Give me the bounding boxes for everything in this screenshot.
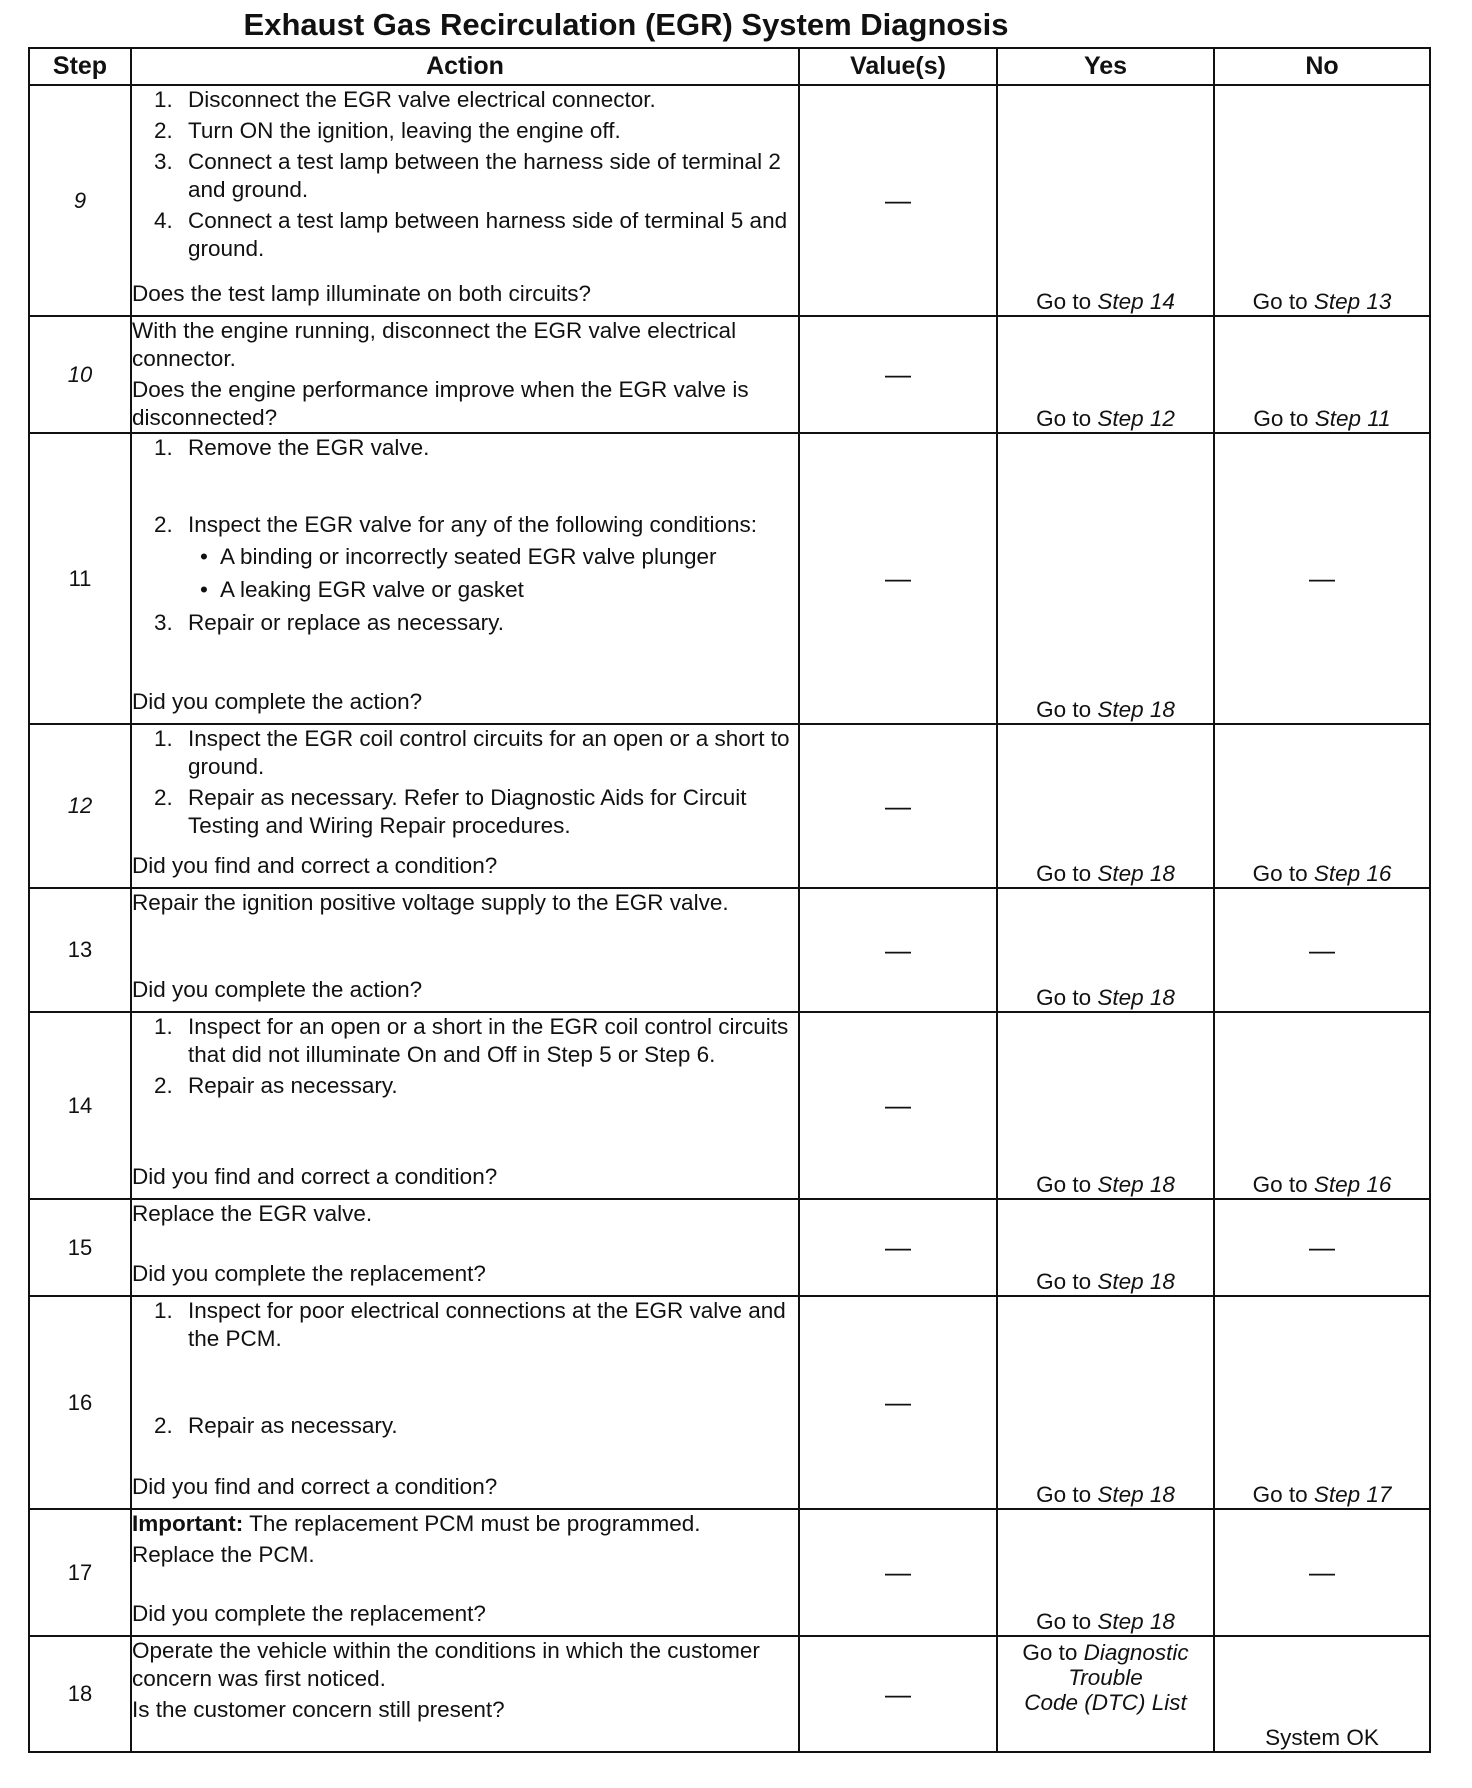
yes-cell: Go to Step 14 bbox=[997, 85, 1214, 316]
no-cell: Go to Step 11 bbox=[1214, 316, 1430, 433]
step-number: 17 bbox=[29, 1509, 131, 1636]
no-cell: — bbox=[1214, 433, 1430, 724]
action-question: Did you find and correct a condition? bbox=[132, 1474, 498, 1499]
value-cell: — bbox=[799, 85, 997, 316]
action-question: Did you complete the action? bbox=[132, 689, 423, 714]
step-number: 10 bbox=[29, 316, 131, 433]
action-question: Did you complete the action? bbox=[132, 977, 423, 1002]
value-cell: — bbox=[799, 316, 997, 433]
page-title: Exhaust Gas Recirculation (EGR) System Diagnosis bbox=[243, 7, 1009, 42]
action-item: 1. Remove the EGR valve. bbox=[154, 435, 430, 460]
value-cell: — bbox=[799, 888, 997, 1012]
important-note: Important: The replacement PCM must be programmed. bbox=[132, 1511, 701, 1536]
value-cell: — bbox=[799, 1296, 997, 1509]
action-cell bbox=[131, 1509, 799, 1636]
step-number: 14 bbox=[29, 1012, 131, 1199]
table-row bbox=[29, 1509, 1430, 1636]
action-item: 1. Inspect the EGR coil control circuits for an open or a short to ground. bbox=[154, 726, 790, 779]
table-row bbox=[29, 1199, 1430, 1296]
action-question: Did you find and correct a condition? bbox=[132, 853, 498, 878]
action-text: With the engine running, disconnect the EGR valve electrical connector. bbox=[132, 318, 737, 371]
action-question: Does the engine performance improve when the EGR valve is disconnected? bbox=[132, 377, 749, 430]
action-item: 1. Inspect for poor electrical connections at the EGR valve and the PCM. bbox=[154, 1298, 786, 1351]
table-row bbox=[29, 888, 1430, 1012]
table-row bbox=[29, 724, 1430, 888]
table-row bbox=[29, 1636, 1430, 1752]
action-cell bbox=[131, 724, 799, 888]
step-number: 12 bbox=[29, 724, 131, 888]
table-row bbox=[29, 1012, 1430, 1199]
header-no: No bbox=[1214, 48, 1430, 85]
action-cell bbox=[131, 1296, 799, 1509]
action-item: 3. Connect a test lamp between the harness side of terminal 2 and ground. bbox=[154, 149, 781, 202]
value-cell: — bbox=[799, 724, 997, 888]
action-cell bbox=[131, 1199, 799, 1296]
list-item: • A leaking EGR valve or gasket bbox=[188, 576, 798, 604]
action-cell bbox=[131, 888, 799, 1012]
step-number: 9 bbox=[29, 85, 131, 316]
yes-cell: Go to Step 18 bbox=[997, 1296, 1214, 1509]
diagnosis-table bbox=[28, 47, 1431, 1753]
action-question: Did you find and correct a condition? bbox=[132, 1164, 498, 1189]
action-question: Does the test lamp illuminate on both circuits? bbox=[132, 281, 591, 306]
list-item: • A binding or incorrectly seated EGR valve plunger bbox=[188, 543, 798, 571]
header-action: Action bbox=[131, 48, 799, 85]
value-cell: — bbox=[799, 433, 997, 724]
header-values: Value(s) bbox=[799, 48, 997, 85]
table-row bbox=[29, 1296, 1430, 1509]
no-cell: Go to Step 13 bbox=[1214, 85, 1430, 316]
yes-cell: Go to Step 18 bbox=[997, 1509, 1214, 1636]
no-cell: Go to Step 16 bbox=[1214, 1012, 1430, 1199]
step-number: 15 bbox=[29, 1199, 131, 1296]
no-cell: — bbox=[1214, 1509, 1430, 1636]
yes-cell: Go to Diagnostic Trouble Code (DTC) List bbox=[997, 1636, 1214, 1752]
action-cell bbox=[131, 1012, 799, 1199]
action-cell bbox=[131, 316, 799, 433]
step-number: 11 bbox=[29, 433, 131, 724]
action-cell bbox=[131, 433, 799, 724]
yes-cell: Go to Step 18 bbox=[997, 433, 1214, 724]
yes-cell: Go to Step 18 bbox=[997, 724, 1214, 888]
action-question: Did you complete the replacement? bbox=[132, 1261, 486, 1286]
header-step: Step bbox=[29, 48, 131, 85]
table-row bbox=[29, 433, 1430, 724]
no-cell: Go to Step 16 bbox=[1214, 724, 1430, 888]
action-text: Operate the vehicle within the conditions in which the customer concern was first noticed. bbox=[132, 1638, 760, 1691]
no-cell: — bbox=[1214, 1199, 1430, 1296]
table-row bbox=[29, 316, 1430, 433]
step-number: 16 bbox=[29, 1296, 131, 1509]
header-yes: Yes bbox=[997, 48, 1214, 85]
action-item: 2. Repair as necessary. Refer to Diagnostic Aids for Circuit Testing and Wiring Repair procedures. bbox=[154, 785, 747, 838]
value-cell: — bbox=[799, 1509, 997, 1636]
action-item: 3. Repair or replace as necessary. bbox=[154, 610, 504, 635]
action-item: 2. Inspect the EGR valve for any of the following conditions: • A binding or incorrectly seated EGR valve plunger • A leaking EGR valve or gasket bbox=[132, 511, 798, 604]
action-question: Is the customer concern still present? bbox=[132, 1697, 505, 1722]
value-cell: — bbox=[799, 1636, 997, 1752]
yes-cell: Go to Step 12 bbox=[997, 316, 1214, 433]
action-item: 4. Connect a test lamp between harness side of terminal 5 and ground. bbox=[154, 208, 788, 261]
action-text: Replace the EGR valve. bbox=[132, 1201, 373, 1226]
action-item: 2. Turn ON the ignition, leaving the engine off. bbox=[154, 118, 621, 143]
action-item: 1. Inspect for an open or a short in the EGR coil control circuits that did not illuminate On and Off in Step 5 or Step 6. bbox=[154, 1014, 789, 1067]
no-cell: — bbox=[1214, 888, 1430, 1012]
yes-cell: Go to Step 18 bbox=[997, 888, 1214, 1012]
step-number: 18 bbox=[29, 1636, 131, 1752]
header-row bbox=[29, 48, 1430, 85]
yes-cell: Go to Step 18 bbox=[997, 1012, 1214, 1199]
yes-cell: Go to Step 18 bbox=[997, 1199, 1214, 1296]
action-cell bbox=[131, 85, 799, 316]
action-text: Replace the PCM. bbox=[132, 1542, 315, 1567]
value-cell: — bbox=[799, 1012, 997, 1199]
value-cell: — bbox=[799, 1199, 997, 1296]
action-question: Did you complete the replacement? bbox=[132, 1601, 486, 1626]
action-text: Repair the ignition positive voltage supply to the EGR valve. bbox=[132, 890, 729, 915]
action-item: 2. Repair as necessary. bbox=[154, 1413, 398, 1438]
action-item: 2. Repair as necessary. bbox=[154, 1073, 398, 1098]
no-cell: System OK bbox=[1214, 1636, 1430, 1752]
action-item: 1. Disconnect the EGR valve electrical connector. bbox=[154, 87, 656, 112]
step-number: 13 bbox=[29, 888, 131, 1012]
no-cell: Go to Step 17 bbox=[1214, 1296, 1430, 1509]
action-cell bbox=[131, 1636, 799, 1752]
condition-list bbox=[188, 543, 798, 604]
table-row bbox=[29, 85, 1430, 316]
